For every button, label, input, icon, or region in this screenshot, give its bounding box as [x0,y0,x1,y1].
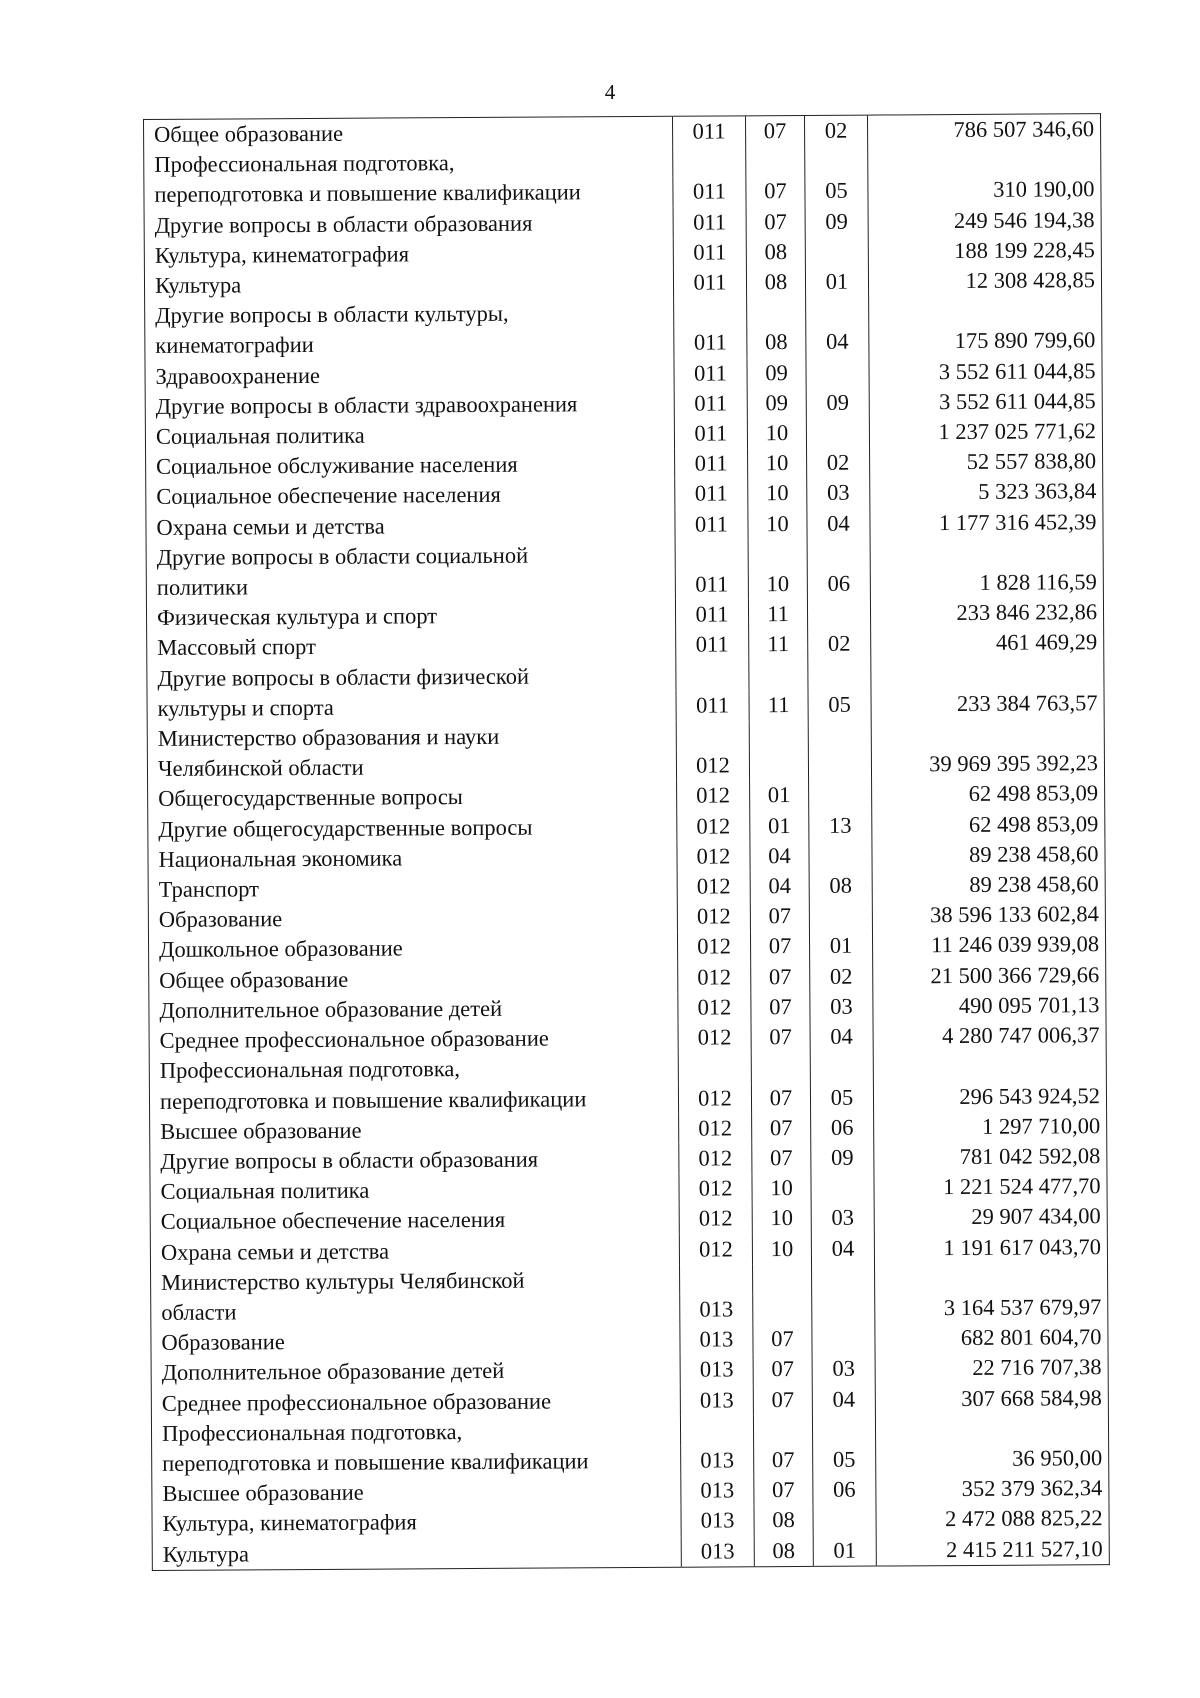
table-row [144,235,1101,271]
row-name-cell: кинематографии [145,328,674,361]
row-name-cell: Другие вопросы в области образования [144,207,673,240]
row-code-cell: 011 [674,418,747,449]
row-subsection-cell [806,418,869,449]
row-section-cell: 04 [750,871,809,902]
row-amount-cell: 233 846 232,86 [870,597,1103,629]
row-section-cell: 07 [753,1354,812,1385]
row-subsection-cell [809,901,872,932]
row-subsection-cell [810,1052,873,1083]
row-code-cell: 013 [680,1294,753,1325]
row-section-cell: 10 [748,569,807,600]
row-subsection-cell [808,659,871,690]
row-code-cell: 011 [674,388,747,419]
row-amount-cell: 89 238 458,60 [872,869,1105,901]
table-row [149,1081,1106,1117]
row-section-cell: 07 [754,1445,813,1476]
row-subsection-cell: 04 [811,1233,874,1264]
row-code-cell: 013 [680,1324,753,1355]
row-subsection-cell: 03 [810,991,873,1022]
row-subsection-cell [806,297,869,328]
row-amount-cell: 22 716 707,38 [875,1352,1108,1384]
row-code-cell [673,147,746,178]
row-subsection-cell [812,1324,875,1355]
row-code-cell: 011 [674,328,747,359]
row-section-cell [751,1052,810,1083]
table-row [147,748,1104,784]
row-section-cell: 07 [754,1475,813,1506]
row-name-cell: Общее образование [149,962,678,995]
row-code-cell [675,539,748,570]
row-name-cell: Культура, кинематография [152,1506,681,1539]
row-section-cell: 01 [750,811,809,842]
row-amount-cell: 52 557 838,80 [870,446,1103,478]
table-row [151,1383,1108,1419]
row-code-cell: 012 [679,1234,752,1265]
row-section-cell: 08 [754,1535,813,1566]
table-row [146,597,1103,633]
row-subsection-cell: 03 [812,1354,875,1385]
row-name-cell: Дополнительное образование детей [149,993,678,1026]
row-subsection-cell: 06 [813,1475,876,1506]
row-subsection-cell: 06 [811,1112,874,1143]
row-name-cell: переподготовка и повышение квалификации [149,1083,678,1116]
row-section-cell: 07 [751,992,810,1023]
table-row [147,688,1104,724]
row-section-cell: 07 [746,176,805,207]
row-code-cell: 012 [677,841,750,872]
row-amount-cell [871,658,1104,690]
row-section-cell: 04 [750,841,809,872]
row-amount-cell: 29 907 434,00 [874,1201,1107,1233]
row-code-cell: 011 [673,267,746,298]
row-name-cell: Другие вопросы в области культуры, [145,298,674,331]
row-code-cell: 013 [681,1445,754,1476]
row-section-cell: 10 [748,509,807,540]
row-section-cell: 10 [748,478,807,509]
row-name-cell: Другие вопросы в области здравоохранения [145,389,674,422]
row-name-cell: Культура, кинематография [144,238,673,271]
row-code-cell: 012 [677,781,750,812]
row-amount-cell: 5 323 363,84 [870,477,1103,509]
row-code-cell: 012 [678,992,751,1023]
row-code-cell [678,1053,751,1084]
row-name-cell: Образование [151,1325,680,1358]
row-code-cell: 012 [678,1083,751,1114]
row-amount-cell: 175 890 799,60 [869,326,1102,358]
row-name-cell: Челябинской области [147,751,676,784]
row-name-cell: Профессиональная подготовка, [149,1053,678,1086]
row-section-cell [749,660,808,691]
row-name-cell: Общее образование [144,116,673,150]
row-amount-cell: 188 199 228,45 [868,235,1101,267]
row-name-cell: Министерство культуры Челябинской [151,1264,680,1297]
table-row [150,1171,1107,1207]
row-name-cell: Охрана семьи и детства [150,1234,679,1267]
row-amount-cell: 490 095 701,13 [873,990,1106,1022]
row-name-cell: Профессиональная подготовка, [151,1415,680,1448]
row-section-cell: 08 [746,267,805,298]
row-name-cell: Другие вопросы в области социальной [146,540,675,573]
row-code-cell: 013 [680,1355,753,1386]
row-amount-cell: 307 668 584,98 [875,1383,1108,1415]
row-section-cell: 10 [747,418,806,449]
row-name-cell: Среднее профессиональное образование [149,1023,678,1056]
row-section-cell: 07 [750,901,809,932]
budget-table [143,113,1110,1571]
row-code-cell: 012 [678,962,751,993]
row-section-cell: 08 [746,237,805,268]
row-name-cell: Общегосударственные вопросы [148,781,677,814]
row-name-cell: Культура [144,268,673,301]
row-name-cell: Среднее профессиональное образование [151,1385,680,1418]
row-subsection-cell: 03 [811,1203,874,1234]
row-amount-cell: 36 950,00 [876,1443,1109,1475]
row-amount-cell: 1 828 116,59 [870,567,1103,599]
row-code-cell: 011 [673,207,746,238]
row-amount-cell: 352 379 362,34 [876,1473,1109,1505]
row-code-cell: 011 [673,237,746,268]
row-amount-cell [869,295,1102,327]
row-amount-cell: 2 415 211 527,10 [876,1534,1109,1566]
row-name-cell: переподготовка и повышение квалификации [152,1446,681,1479]
row-amount-cell: 781 042 592,08 [874,1141,1107,1173]
row-name-cell: Охрана семьи и детства [146,509,675,542]
row-subsection-cell: 01 [809,931,872,962]
row-amount-cell: 249 546 194,38 [868,205,1101,237]
row-subsection-cell: 09 [806,387,869,418]
row-name-cell: Массовый спорт [147,630,676,663]
row-name-cell: Социальное обеспечение населения [150,1204,679,1237]
row-section-cell [753,1294,812,1325]
row-name-cell: Другие общегосударственные вопросы [148,811,677,844]
row-code-cell: 011 [675,600,748,631]
row-amount-cell: 296 543 924,52 [873,1081,1106,1113]
row-name-cell: Национальная экономика [148,842,677,875]
row-section-cell: 07 [745,115,804,146]
row-section-cell: 07 [753,1384,812,1415]
row-amount-cell: 310 190,00 [868,175,1101,207]
row-amount-cell: 62 498 853,09 [872,779,1105,811]
row-code-cell: 012 [679,1143,752,1174]
row-amount-cell: 89 238 458,60 [872,839,1105,871]
row-section-cell [749,720,808,751]
row-section-cell [753,1264,812,1295]
row-amount-cell: 38 596 133 602,84 [872,899,1105,931]
row-name-cell: политики [146,570,675,603]
row-amount-cell: 3 164 537 679,97 [875,1292,1108,1324]
row-subsection-cell: 04 [810,1022,873,1053]
row-subsection-cell: 02 [807,448,870,479]
row-code-cell: 012 [678,1022,751,1053]
row-section-cell: 07 [752,1113,811,1144]
row-code-cell [676,720,749,751]
row-section-cell: 10 [752,1173,811,1204]
row-section-cell: 07 [746,207,805,238]
row-subsection-cell: 08 [809,871,872,902]
row-name-cell: Другие вопросы в области физической [147,660,676,693]
row-subsection-cell: 05 [810,1082,873,1113]
row-amount-cell: 1 221 524 477,70 [874,1171,1107,1203]
row-code-cell: 012 [677,932,750,963]
row-amount-cell [868,144,1101,176]
row-name-cell: Образование [148,902,677,935]
row-section-cell: 10 [752,1233,811,1264]
row-section-cell: 09 [747,358,806,389]
row-subsection-cell: 05 [808,689,871,720]
row-subsection-cell [805,236,868,267]
row-code-cell: 012 [677,811,750,842]
row-section-cell: 08 [754,1505,813,1536]
table-row [145,416,1102,452]
row-code-cell: 011 [675,509,748,540]
row-name-cell: Дополнительное образование детей [151,1355,680,1388]
row-amount-cell: 4 280 747 006,37 [873,1020,1106,1052]
row-section-cell: 07 [753,1324,812,1355]
row-subsection-cell [807,599,870,630]
row-amount-cell: 12 308 428,85 [868,265,1101,297]
row-name-cell: Здравоохранение [145,358,674,391]
row-code-cell: 012 [676,751,749,782]
row-amount-cell: 3 552 611 044,85 [869,386,1102,418]
table-row [151,1322,1108,1358]
row-subsection-cell: 01 [813,1535,876,1566]
row-amount-cell: 461 469,29 [871,628,1104,660]
row-code-cell [676,660,749,691]
row-section-cell [749,750,808,781]
row-code-cell: 011 [676,630,749,661]
row-amount-cell: 1 237 025 771,62 [869,416,1102,448]
row-name-cell: Физическая культура и спорт [146,600,675,633]
row-subsection-cell [813,1505,876,1536]
row-section-cell: 10 [752,1203,811,1234]
row-name-cell: Социальное обслуживание населения [146,449,675,482]
row-subsection-cell: 02 [808,629,871,660]
table-row [146,507,1103,543]
row-amount-cell: 1 191 617 043,70 [874,1232,1107,1264]
row-section-cell: 08 [747,327,806,358]
row-code-cell [680,1264,753,1295]
row-amount-cell [875,1262,1108,1294]
row-subsection-cell: 13 [809,810,872,841]
row-subsection-cell: 05 [805,176,868,207]
row-code-cell: 011 [675,569,748,600]
row-amount-cell: 39 969 395 392,23 [871,748,1104,780]
row-amount-cell [871,718,1104,750]
row-section-cell: 11 [748,599,807,630]
row-section-cell: 07 [751,962,810,993]
row-code-cell: 011 [675,479,748,510]
table-row [150,1232,1107,1268]
row-amount-cell [870,537,1103,569]
row-section-cell: 11 [749,629,808,660]
row-code-cell: 013 [681,1475,754,1506]
row-code-cell: 012 [677,902,750,933]
table-row [144,114,1101,151]
row-section-cell [747,297,806,328]
row-code-cell: 011 [673,177,746,208]
row-subsection-cell [806,357,869,388]
row-name-cell: Культура [152,1536,681,1570]
row-subsection-cell: 04 [812,1384,875,1415]
row-section-cell: 07 [751,1082,810,1113]
row-amount-cell: 3 552 611 044,85 [869,356,1102,388]
budget-table-body [144,114,1110,1571]
row-subsection-cell: 02 [810,961,873,992]
row-subsection-cell [812,1414,875,1445]
row-subsection-cell [808,720,871,751]
row-subsection-cell: 02 [804,115,867,146]
row-amount-cell [873,1050,1106,1082]
row-subsection-cell: 06 [807,569,870,600]
row-amount-cell: 11 246 039 939,08 [872,930,1105,962]
row-subsection-cell [809,840,872,871]
row-code-cell: 011 [674,358,747,389]
budget-table-wrapper [143,113,1110,1571]
row-name-cell: Высшее образование [152,1476,681,1509]
row-amount-cell [875,1413,1108,1445]
row-name-cell: Высшее образование [150,1113,679,1146]
row-code-cell: 013 [681,1506,754,1537]
table-row [152,1534,1109,1571]
row-code-cell: 011 [676,690,749,721]
row-section-cell: 01 [750,780,809,811]
row-code-cell: 012 [677,871,750,902]
row-section-cell: 09 [747,388,806,419]
row-name-cell: Профессиональная подготовка, [144,147,673,180]
row-amount-cell: 682 801 604,70 [875,1322,1108,1354]
row-amount-cell: 21 500 366 729,66 [873,960,1106,992]
row-name-cell: Министерство образования и науки [147,721,676,754]
row-amount-cell: 62 498 853,09 [872,809,1105,841]
row-subsection-cell [805,146,868,177]
row-subsection-cell [807,538,870,569]
row-code-cell: 011 [672,116,745,147]
row-subsection-cell: 04 [807,508,870,539]
row-amount-cell: 1 177 316 452,39 [870,507,1103,539]
row-section-cell: 11 [749,690,808,721]
row-section-cell: 07 [750,931,809,962]
row-subsection-cell [809,780,872,811]
row-section-cell: 07 [752,1143,811,1174]
row-code-cell: 012 [679,1173,752,1204]
row-amount-cell: 1 297 710,00 [874,1111,1107,1143]
row-code-cell: 012 [679,1204,752,1235]
row-name-cell: Социальная политика [145,419,674,452]
row-code-cell [680,1415,753,1446]
row-section-cell [746,146,805,177]
row-name-cell: Транспорт [148,872,677,905]
row-amount-cell: 2 472 088 825,22 [876,1503,1109,1535]
row-name-cell: области [151,1295,680,1328]
row-subsection-cell: 09 [805,206,868,237]
row-code-cell: 012 [679,1113,752,1144]
row-name-cell: культуры и спорта [147,691,676,724]
row-subsection-cell [808,750,871,781]
row-section-cell [753,1415,812,1446]
row-name-cell: Дошкольное образование [148,932,677,965]
row-section-cell: 07 [751,1022,810,1053]
row-name-cell: Социальное обеспечение населения [146,479,675,512]
row-section-cell [748,539,807,570]
table-row [149,1020,1106,1056]
page-number: 4 [604,80,616,104]
row-amount-cell: 233 384 763,57 [871,688,1104,720]
row-section-cell: 10 [748,448,807,479]
row-subsection-cell: 01 [805,267,868,298]
row-subsection-cell: 04 [806,327,869,358]
row-amount-cell: 786 507 346,60 [867,114,1100,146]
row-code-cell: 013 [680,1385,753,1416]
row-subsection-cell: 05 [813,1444,876,1475]
row-code-cell: 013 [681,1536,754,1567]
row-subsection-cell [812,1263,875,1294]
row-code-cell: 011 [675,449,748,480]
row-code-cell [674,298,747,329]
row-subsection-cell: 03 [807,478,870,509]
row-name-cell: переподготовка и повышение квалификации [144,177,673,210]
row-subsection-cell [812,1293,875,1324]
row-name-cell: Социальная политика [150,1174,679,1207]
row-name-cell: Другие вопросы в области образования [150,1144,679,1177]
row-subsection-cell: 09 [811,1142,874,1173]
row-subsection-cell [811,1173,874,1204]
